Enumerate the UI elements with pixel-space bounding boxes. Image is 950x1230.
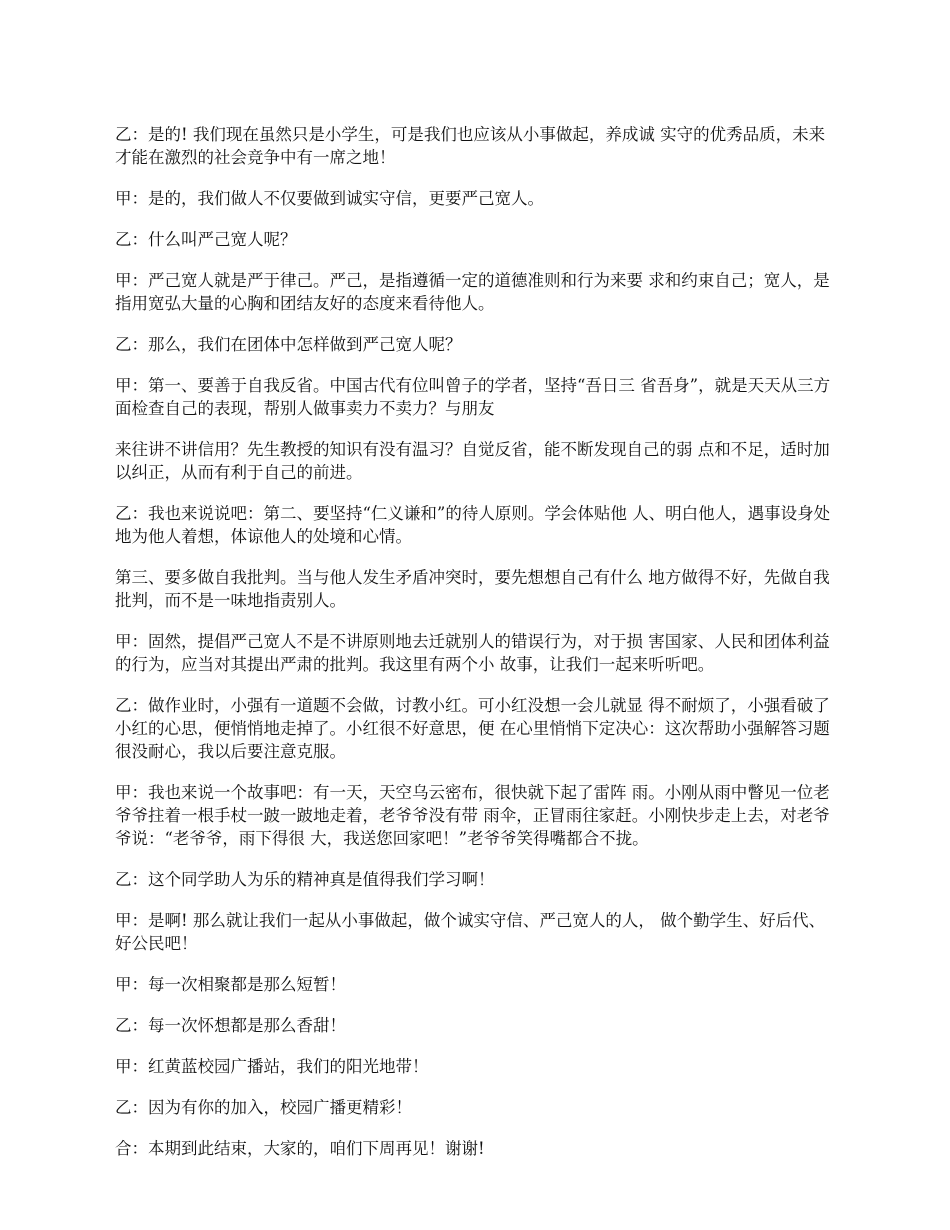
paragraph-7: 来往讲不讲信用？先生教授的知识有没有温习？自觉反省，能不断发现自己的弱 点和不足，适时加以纠正，从而有利于自己的前进。 (115, 440, 830, 482)
paragraph-11: 乙：做作业时，小强有一道题不会做，讨教小红。可小红没想一会儿就显 得不耐烦了，小强看破了小红的心思，便悄悄地走掉了。小红很不好意思，便 在心里悄悄下定决心：这次帮助小强解答习题很没耐心，我以后要注意克服。 (115, 696, 830, 761)
paragraph-14: 甲：是啊! 那么就让我们一起从小事做起，做个诚实守信、严己宽人的人， 做个勤学生、好后代、好公民吧！ (115, 911, 826, 953)
paragraph-13: 乙：这个同学助人为乐的精神真是值得我们学习啊！ (115, 870, 495, 889)
paragraph-6: 甲：第一、要善于自我反省。中国古代有位叫曾子的学者，坚持“吾日三 省吾身”，就是天天从三方面检查自己的表现，帮别人做事卖力不卖力？与朋友 (115, 376, 831, 418)
paragraph-15: 甲：每一次相聚都是那么短暂！ (115, 975, 346, 994)
paragraph-1: 乙：是的! 我们现在虽然只是小学生，可是我们也应该从小事做起，养成诚 实守的优秀品质，未来才能在激烈的社会竞争中有一席之地！ (115, 125, 826, 167)
paragraph-10: 甲：固然，提倡严己宽人不是不讲原则地去迁就别人的错误行为，对于损 害国家、人民和团体利益的行为，应当对其提出严肃的批判。我这里有两个小 故事，让我们一起来听听吧。 (115, 632, 830, 674)
paragraph-9: 第三、要多做自我批判。当与他人发生矛盾冲突时，要先想想自己有什么 地方做得不好，先做自我批判，而不是一味地指责别人。 (115, 568, 830, 610)
paragraph-12: 甲：我也来说一个故事吧：有一天，天空乌云密布，很快就下起了雷阵 雨。小刚从雨中瞥见一位老爷爷拄着一根手杖一跛一跛地走着，老爷爷没有带 雨伞，正冒雨往家赶。小刚快步走上去，对老爷爷说：“老爷爷，雨下得很 大，我送您回家吧！”老爷爷笑得嘴都合不拢。 (115, 783, 830, 848)
paragraph-18: 乙：因为有你的加入，校园广播更精彩！ (115, 1098, 412, 1117)
paragraph-3: 乙：什么叫严己宽人呢？ (115, 230, 297, 249)
paragraph-8: 乙：我也来说说吧：第二、要坚持“仁义谦和”的待人原则。学会体贴他 人、明白他人，遇事设身处地为他人着想，体谅他人的处境和心情。 (115, 504, 831, 546)
paragraph-4: 甲：严己宽人就是严于律己。严己，是指遵循一定的道德准则和行为来要 求和约束自己；宽人，是指用宽弘大量的心胸和团结友好的态度来看待他人。 (115, 271, 830, 313)
paragraph-16: 乙：每一次怀想都是那么香甜！ (115, 1016, 346, 1035)
paragraph-5: 乙：那么，我们在团体中怎样做到严己宽人呢？ (115, 335, 462, 354)
paragraph-19: 合：本期到此结束，大家的，咱们下周再见！谢谢! (115, 1139, 485, 1158)
document-body (115, 123, 837, 1178)
paragraph-2: 甲：是的，我们做人不仅要做到诚实守信，更要严己宽人。 (115, 189, 544, 208)
paragraph-17: 甲：红黄蓝校园广播站，我们的阳光地带！ (115, 1057, 429, 1076)
